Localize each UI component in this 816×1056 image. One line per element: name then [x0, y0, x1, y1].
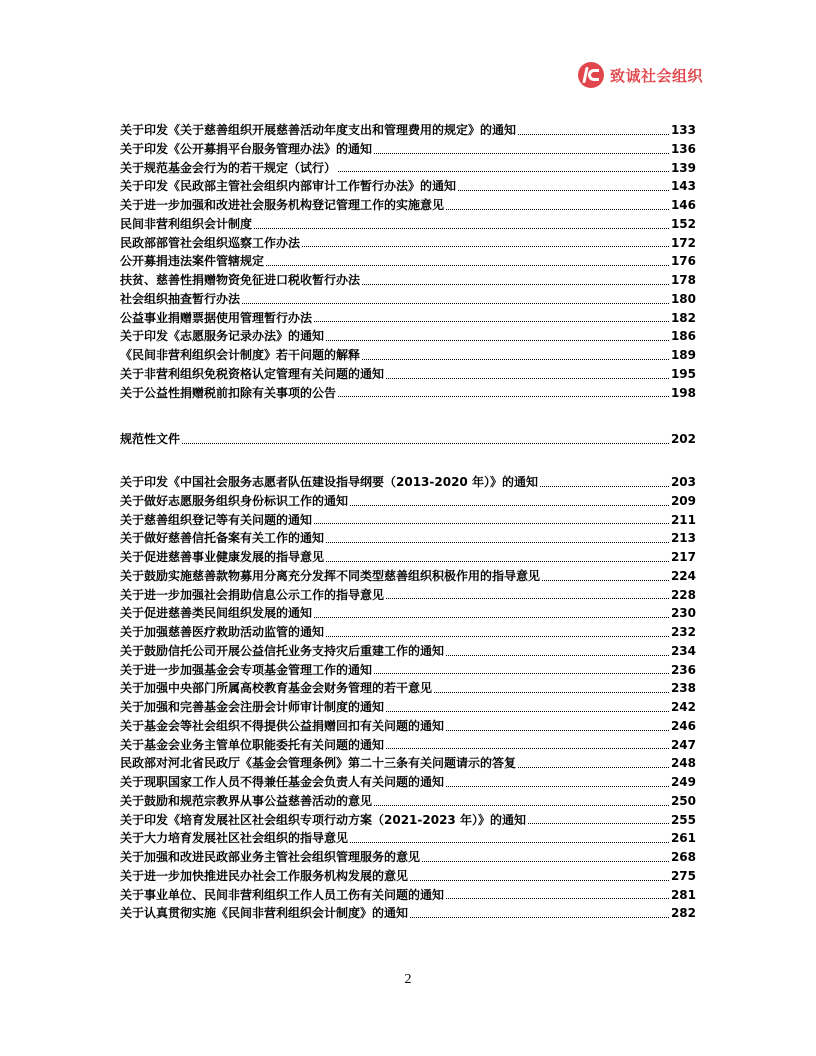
- toc-entry-title: 关于加强和完善基金会注册会计师审计制度的通知: [120, 700, 385, 714]
- toc-entry-page: 248: [670, 756, 696, 771]
- toc-entry-page: 247: [670, 737, 696, 752]
- toc-entry[interactable]: [120, 736, 696, 755]
- toc-leader-dots: [446, 729, 669, 731]
- toc-entry[interactable]: [120, 679, 696, 698]
- toc-leader-dots: [338, 395, 669, 397]
- toc-entry[interactable]: [120, 159, 696, 178]
- toc-leader-dots: [242, 302, 669, 304]
- toc-section-laws: [120, 121, 696, 402]
- toc-entry-page: 172: [670, 235, 696, 250]
- toc-entry[interactable]: [120, 567, 696, 586]
- toc-leader-dots: [518, 133, 669, 135]
- toc-entry-title: 关于非营利组织免税资格认定管理有关问题的通知: [120, 366, 385, 381]
- toc-entry[interactable]: [120, 365, 696, 384]
- toc-entry-page: 146: [670, 198, 696, 212]
- toc-entry[interactable]: [120, 215, 696, 234]
- toc-entry[interactable]: [120, 623, 696, 642]
- toc-leader-dots: [528, 822, 669, 824]
- toc-leader-dots: [326, 541, 669, 543]
- toc-entry-page: 195: [670, 366, 696, 381]
- toc-entry[interactable]: [120, 327, 696, 346]
- toc-leader-dots: [386, 710, 669, 712]
- toc-entry-page: 203: [670, 475, 696, 489]
- toc-entry-title: 扶贫、慈善性捐赠物资免征进口税收暂行办法: [120, 273, 361, 287]
- toc-entry-page: 224: [670, 568, 696, 583]
- toc-entry-page: 281: [670, 887, 696, 902]
- toc-entry[interactable]: [120, 904, 696, 923]
- toc-entry-page: 249: [670, 775, 696, 789]
- toc-entry[interactable]: [120, 121, 696, 140]
- toc-entry[interactable]: [120, 196, 696, 215]
- toc-entry-page: 230: [670, 606, 696, 621]
- toc-entry-title: 关于鼓励实施慈善款物募用分离充分发挥不同类型慈善组织积极作用的指导意见: [120, 568, 541, 583]
- zc-logo-icon: [578, 62, 604, 88]
- toc-entry-page: 242: [670, 700, 696, 714]
- toc-entry-page: 180: [670, 291, 696, 306]
- toc-entry-page: 255: [670, 812, 696, 827]
- toc-entry-title: 关于公益性捐赠税前扣除有关事项的公告: [120, 385, 337, 400]
- toc-entry-page: 143: [670, 179, 696, 194]
- toc-leader-dots: [518, 766, 669, 768]
- toc-entry[interactable]: [120, 811, 696, 830]
- toc-entry-page: 282: [670, 906, 696, 921]
- toc-entry-title: 关于加强和改进民政部业务主管社会组织管理服务的意见: [120, 850, 421, 864]
- toc-entry-page: 234: [670, 643, 696, 658]
- toc-entry[interactable]: [120, 271, 696, 290]
- toc-entry-title: 关于事业单位、民间非营利组织工作人员工伤有关问题的通知: [120, 887, 445, 902]
- toc-leader-dots: [362, 358, 669, 360]
- toc-leader-dots: [410, 879, 669, 881]
- toc-entry-page: 275: [670, 868, 696, 883]
- toc-entry[interactable]: [120, 177, 696, 196]
- toc-entry-title: 关于促进慈善类民间组织发展的通知: [120, 606, 313, 621]
- brand-name: 致诚社会组织: [610, 66, 704, 85]
- toc-entry-title: 关于进一步加强社会捐助信息公示工作的指导意见: [120, 587, 385, 602]
- toc-entry-title: 关于鼓励和规范宗教界从事公益慈善活动的意见: [120, 793, 373, 808]
- toc-entry-title: 关于印发《民政部主管社会组织内部审计工作暂行办法》的通知: [120, 179, 457, 194]
- toc-entry-page: 268: [670, 850, 696, 864]
- toc-entry[interactable]: [120, 604, 696, 623]
- toc-entry-title: 关于现职国家工作人员不得兼任基金会负责人有关问题的通知: [120, 775, 445, 789]
- toc-entry[interactable]: [120, 492, 696, 511]
- toc-entry-title: 关于基金会等社会组织不得提供公益捐赠回扣有关问题的通知: [120, 718, 445, 733]
- toc-entry-page: 186: [670, 329, 696, 344]
- brand-logo: [578, 60, 703, 90]
- toc-entry[interactable]: [120, 867, 696, 886]
- toc-entry-page: 178: [670, 273, 696, 287]
- toc-entry[interactable]: [120, 384, 696, 403]
- toc-entry[interactable]: [120, 473, 696, 492]
- toc-entry-title: 关于基金会业务主管单位职能委托有关问题的通知: [120, 737, 385, 752]
- toc-leader-dots: [446, 208, 669, 210]
- toc-leader-dots: [182, 442, 669, 444]
- toc-entry-title: 关于做好志愿服务组织身份标识工作的通知: [120, 493, 349, 508]
- toc-entry[interactable]: [120, 529, 696, 548]
- toc-leader-dots: [326, 339, 669, 341]
- toc-entry-title: 关于促进慈善事业健康发展的指导意见: [120, 550, 325, 564]
- toc-leader-dots: [362, 283, 669, 285]
- toc-entry[interactable]: [120, 290, 696, 309]
- toc-entry-title: 关于印发《志愿服务记录办法》的通知: [120, 329, 325, 344]
- toc-entry-title: 关于进一步加快推进民办社会工作服务机构发展的意见: [120, 868, 409, 883]
- toc-entry[interactable]: [120, 829, 696, 848]
- toc-leader-dots: [422, 860, 669, 862]
- toc-entry-page: 232: [670, 625, 696, 639]
- toc-leader-dots: [254, 227, 669, 229]
- toc-entry[interactable]: [120, 717, 696, 736]
- toc-entry-page: 246: [670, 718, 696, 733]
- toc-entry-page: 139: [670, 160, 696, 175]
- toc-leader-dots: [374, 804, 669, 806]
- toc-entry[interactable]: [120, 773, 696, 792]
- toc-entry-title: 关于大力培育发展社区社会组织的指导意见: [120, 831, 349, 846]
- toc-entry-page: 198: [670, 385, 696, 400]
- toc-entry-page: 209: [670, 493, 696, 508]
- toc-leader-dots: [266, 264, 669, 266]
- toc-leader-dots: [434, 691, 669, 693]
- toc-entry[interactable]: [120, 140, 696, 159]
- toc-entry-page: 238: [670, 681, 696, 696]
- toc-entry[interactable]: [120, 698, 696, 717]
- toc-entry-title: 公开募捐违法案件管辖规定: [120, 254, 265, 269]
- toc-entry[interactable]: [120, 548, 696, 567]
- toc-heading-title: 规范性文件: [120, 432, 181, 446]
- toc-entry[interactable]: [120, 886, 696, 905]
- toc-entry-page: 228: [670, 587, 696, 602]
- toc-entry[interactable]: [120, 792, 696, 811]
- toc-heading-page: 202: [670, 432, 696, 446]
- toc-entry-page: 211: [670, 512, 696, 527]
- toc-entry-title: 关于进一步加强和改进社会服务机构登记管理工作的实施意见: [120, 198, 445, 212]
- toc-entry[interactable]: [120, 234, 696, 253]
- toc-entry[interactable]: [120, 848, 696, 867]
- toc-entry-title: 民政部对河北省民政厅《基金会管理条例》第二十三条有关问题请示的答复: [120, 756, 517, 771]
- toc-leader-dots: [446, 654, 669, 656]
- toc-entry[interactable]: [120, 586, 696, 605]
- toc-entry-page: 176: [670, 254, 696, 269]
- toc-entry[interactable]: [120, 511, 696, 530]
- toc-leader-dots: [386, 597, 669, 599]
- toc-leader-dots: [350, 504, 669, 506]
- toc-leader-dots: [326, 635, 669, 637]
- toc-entry[interactable]: [120, 346, 696, 365]
- toc-entry-title: 关于认真贯彻实施《民间非营利组织会计制度》的通知: [120, 906, 409, 921]
- toc-entry-title: 《民间非营利组织会计制度》若干问题的解释: [120, 348, 361, 362]
- toc-entry-page: 189: [670, 348, 696, 362]
- toc-entry-title: 关于印发《中国社会服务志愿者队伍建设指导纲要（2013-2020 年）》的通知: [120, 475, 538, 489]
- toc-entry-title: 关于做好慈善信托备案有关工作的通知: [120, 531, 325, 546]
- toc-leader-dots: [314, 616, 669, 618]
- toc-entry-page: 182: [670, 310, 696, 325]
- toc-entry[interactable]: [120, 252, 696, 271]
- toc-leader-dots: [314, 522, 669, 524]
- toc-entry-page: 133: [670, 123, 696, 137]
- toc-leader-dots: [446, 785, 669, 787]
- toc-entry-title: 关于印发《培育发展社区社会组织专项行动方案（2021-2023 年）》的通知: [120, 812, 526, 827]
- toc-leader-dots: [540, 485, 669, 487]
- toc-entry[interactable]: [120, 754, 696, 773]
- toc-leader-dots: [446, 897, 669, 899]
- toc-entry-title: 关于加强中央部门所属高校教育基金会财务管理的若干意见: [120, 681, 433, 696]
- toc-entry[interactable]: [120, 642, 696, 661]
- toc-leader-dots: [302, 245, 669, 247]
- toc-entry-title: 关于加强慈善医疗救助活动监管的通知: [120, 625, 325, 639]
- toc-leader-dots: [350, 841, 669, 843]
- toc-entry-page: 213: [670, 531, 696, 546]
- toc-entry-title: 关于鼓励信托公司开展公益信托业务支持灾后重建工作的通知: [120, 643, 445, 658]
- toc-entry-title: 关于慈善组织登记等有关问题的通知: [120, 512, 313, 527]
- toc-leader-dots: [542, 579, 669, 581]
- toc-entry-title: 民间非营利组织会计制度: [120, 216, 253, 231]
- toc-entry[interactable]: [120, 661, 696, 680]
- toc-leader-dots: [374, 152, 669, 154]
- toc-entry-page: 250: [670, 793, 696, 808]
- toc-entry-title: 关于印发《公开募捐平台服务管理办法》的通知: [120, 141, 373, 156]
- toc-section-normative: [120, 473, 696, 923]
- toc-entry-title: 社会组织抽查暂行办法: [120, 291, 241, 306]
- toc-entry-page: 236: [670, 662, 696, 677]
- toc-leader-dots: [386, 377, 669, 379]
- toc-heading-normative-documents: [120, 430, 696, 449]
- toc-leader-dots: [338, 170, 669, 172]
- toc-entry-page: 136: [670, 141, 696, 156]
- toc-entry-title: 民政部部管社会组织巡察工作办法: [120, 235, 301, 250]
- toc-entry-title: 关于规范基金会行为的若干规定（试行）: [120, 160, 337, 175]
- toc-entry-page: 261: [670, 831, 696, 846]
- toc-leader-dots: [410, 916, 669, 918]
- toc-leader-dots: [314, 320, 669, 322]
- toc-leader-dots: [458, 189, 669, 191]
- toc-entry-title: 公益事业捐赠票据使用管理暂行办法: [120, 310, 313, 325]
- toc-leader-dots: [386, 747, 669, 749]
- page-number: 2: [404, 972, 412, 987]
- toc-entry-title: 关于印发《关于慈善组织开展慈善活动年度支出和管理费用的规定》的通知: [120, 123, 517, 137]
- toc-entry[interactable]: [120, 309, 696, 328]
- toc-entry-page: 152: [670, 216, 696, 231]
- toc-leader-dots: [374, 672, 669, 674]
- toc-heading-row[interactable]: [120, 430, 696, 449]
- toc-leader-dots: [326, 560, 669, 562]
- toc-entry-page: 217: [670, 550, 696, 564]
- toc-entry-title: 关于进一步加强基金会专项基金管理工作的通知: [120, 662, 373, 677]
